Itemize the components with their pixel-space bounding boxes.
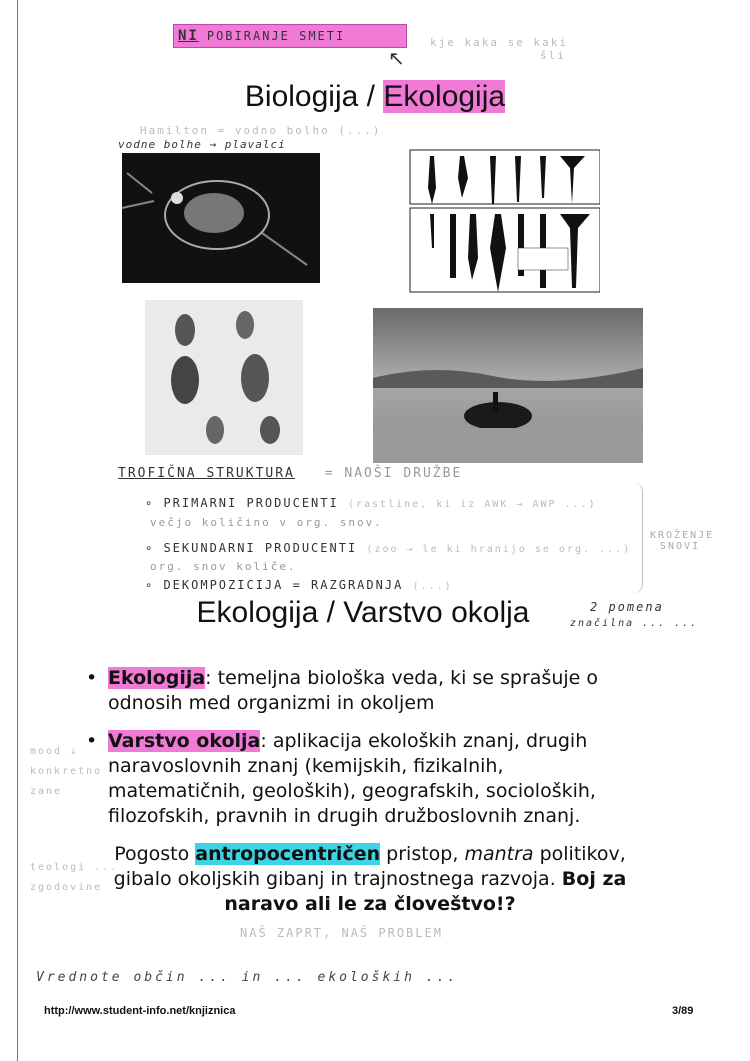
margin-note-line: mood ↓ [30,746,79,757]
header-note [173,24,407,48]
faint-note-under-title: Hamilton = vodno bolho (...) [140,124,382,137]
margin-note-line: konkretno [30,766,103,777]
paragraph-line [60,867,680,892]
trophic-item-text: DEKOMPOZICIJA = RAZGRADNJA [163,578,404,592]
trophic-item-faint: (zoo → le ki hranijo se org. ...) [366,544,632,555]
daphnia-photo [122,153,320,283]
bullet-rest: : aplikacija ekoloških znanj, drugih [260,730,588,752]
trophic-heading-suffix: = NAOŠI DRUŽBE [324,466,463,481]
para-text: pristop, [380,843,465,865]
side-note-line: SNOVI [660,541,701,552]
bullet-dot: • [86,730,98,752]
bullet-term: Varstvo okolja [108,730,261,752]
closing-paragraph [60,842,680,917]
margin-note-line: teologi ... [30,862,119,873]
para-italic: mantra [464,843,534,865]
trophic-item: org. snov količe. [150,560,297,573]
footer-page-number: 3/89 [672,1005,694,1017]
slide2-hand-note [570,600,699,629]
trophic-item: ∘ SEKUNDARNI PRODUCENTI (zoo → le ki hranijo se org. ...) [145,541,632,555]
para-text: gibalo okoljskih gibanj in trajnostnega razvoja. [113,868,562,890]
handwritten-caption: vodne bolhe → plavalci [118,138,286,151]
trophic-heading [118,466,462,481]
lake-island-photo [373,308,643,463]
copepod-photo [145,300,303,455]
bullet-rest: : temeljna biološka veda, ki se sprašuje o [205,667,599,689]
paragraph-line [60,842,680,867]
slide1-title-plain: Biologija / [244,80,384,113]
slide1-title [0,80,750,114]
faint-note-bottom: NAŠ ZAPRT, NAŠ PROBLEM [240,926,443,940]
arrow-up-icon: ↖ [388,46,405,70]
bullet-term: Ekologija [108,667,206,689]
left-margin-notes [30,742,102,802]
hand-note-line: 2 pomena [590,600,664,614]
margin-note-line: zgodovine [30,882,103,893]
faint-note-top-right [430,36,568,62]
bullet-line: matematičnih, geoloških), geografskih, socioloških, [108,780,596,802]
bullet-line: naravoslovnih znanj (kemijskih, fizikalnih, [108,755,504,777]
bullet-line [86,666,646,691]
bullet-varstvo [86,729,646,829]
profile-illustration [400,148,600,296]
margin-note-line: zane [30,786,63,797]
trophic-item: večjo količino v org. snov. [150,516,383,529]
trophic-side-note [650,530,714,552]
trophic-item: ∘ DEKOMPOZICIJA = RAZGRADNJA (...) [145,578,453,592]
trophic-item-text: SEKUNDARNI PRODUCENTI [163,541,358,555]
bullet-line: odnosih med organizmi in okoljem [108,692,435,714]
trophic-heading-text: TROFIČNA STRUKTURA [118,466,295,481]
trophic-item-faint: (...) [412,581,453,592]
para-highlight: antropocentričen [195,843,381,865]
header-note-tag: NI [178,28,199,44]
trophic-item: ∘ PRIMARNI PRODUCENTI (rastline, ki iz AWK → AWP ...) [145,496,597,510]
bullet-dot: • [86,667,98,689]
slide1-title-highlight: Ekologija [383,80,506,113]
bullet-ekologija [86,666,646,716]
para-bold: Boj za [561,868,627,890]
header-note-text: POBIRANJE SMETI [206,29,346,43]
trophic-item-text: PRIMARNI PRODUCENTI [163,496,339,510]
left-margin-rule [17,0,18,1061]
side-note-line: KROŽENJE [650,530,715,541]
daphnia-illustration [122,153,320,283]
copepod-illustration [145,300,303,455]
trophic-item-faint: (rastline, ki iz AWK → AWP ...) [347,499,597,510]
para-text: politikov, [533,843,626,865]
slide2-title: Ekologija / Varstvo okolja [196,596,530,629]
footer-url: http://www.student-info.net/knjiznica [44,1005,236,1017]
bullet-line: filozofskih, pravnih in drugih družboslovnih znanj. [108,805,581,827]
lake-illustration [373,308,643,463]
handwritten-bottom-note: Vrednote občin ... in ... ekoloških ... [36,970,459,985]
hand-note-line: značilna ... ... [570,618,699,629]
left-margin-notes [30,858,118,898]
faint-note-line: šli [540,49,566,62]
paragraph-line: naravo ali le za človeštvo!? [224,893,516,915]
zooplankton-profile-figure [400,148,600,296]
para-text: Pogosto [114,843,196,865]
brace-icon [632,482,643,594]
faint-note-line: kje kaka se kaki [430,36,568,49]
bullet-line [86,729,646,754]
